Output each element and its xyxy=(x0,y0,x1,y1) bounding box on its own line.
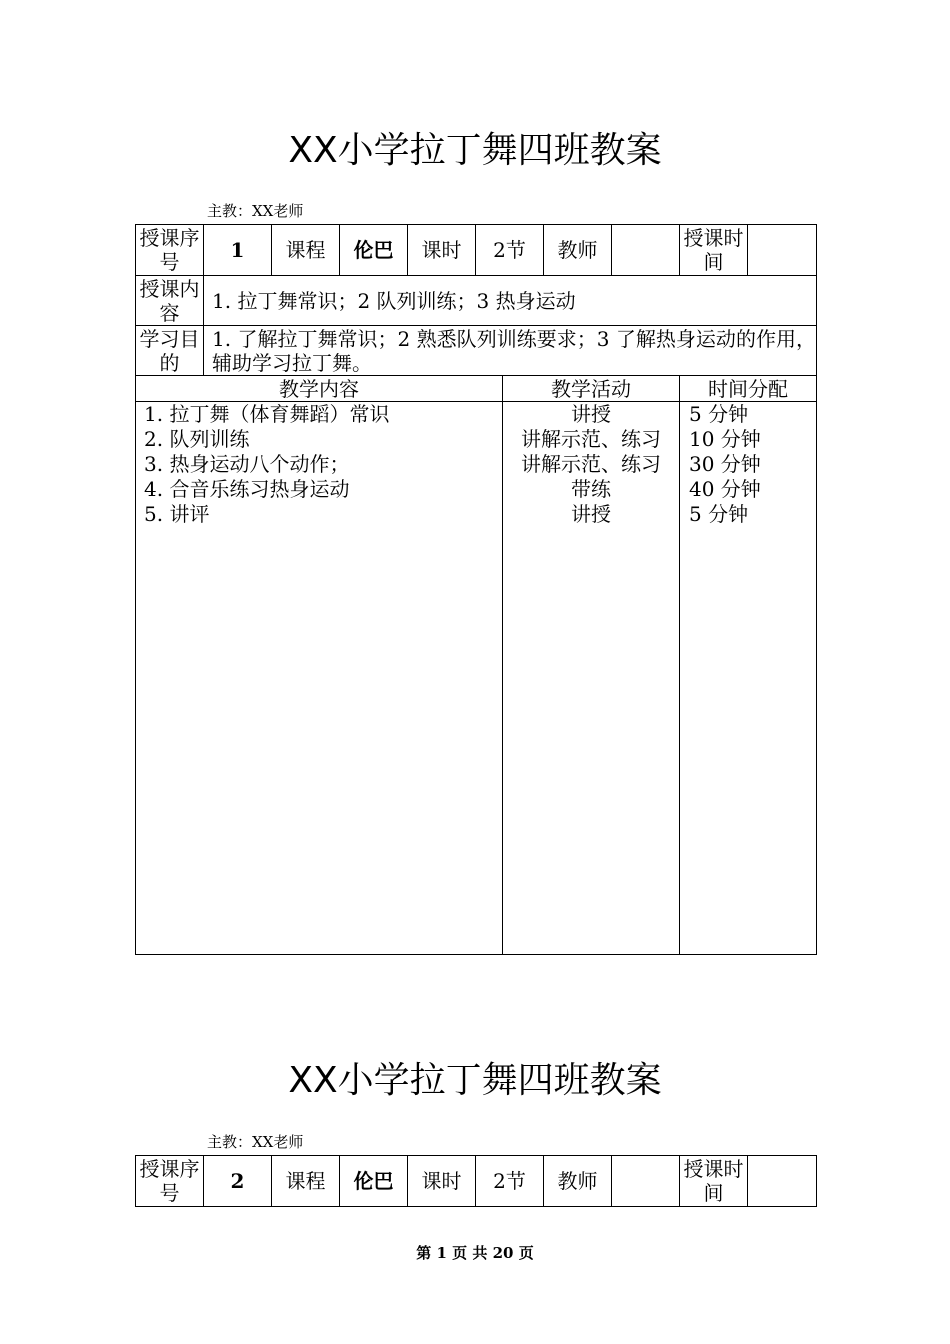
seq-label: 授课序号 xyxy=(136,1156,204,1207)
course-value: 伦巴 xyxy=(340,1156,408,1207)
lesson-body-table xyxy=(135,375,817,955)
list-item: 40 分钟 xyxy=(689,477,761,501)
list-item: 30 分钟 xyxy=(689,452,761,476)
list-item: 讲解示范、练习 xyxy=(521,427,661,451)
page-footer: 第 1 页 共 20 页 xyxy=(416,1244,534,1262)
time-label: 授课时间 xyxy=(680,225,748,276)
list-item: 5. 讲评 xyxy=(144,502,210,526)
teacher-label: 教师 xyxy=(544,1156,612,1207)
activity-cell xyxy=(503,402,680,955)
column-header-content: 教学内容 xyxy=(136,376,503,402)
head-teacher-line: 主教：XX老师 xyxy=(207,202,304,220)
teacher-value xyxy=(612,225,680,276)
content-items-cell xyxy=(136,402,503,955)
time-cell xyxy=(680,402,817,955)
goal-value: 1. 了解拉丁舞常识；2 熟悉队列训练要求；3 了解热身运动的作用，辅助学习拉丁舞。 xyxy=(204,326,817,376)
time-value xyxy=(748,225,817,276)
list-item: 讲授 xyxy=(571,502,611,526)
plan-title: XX小学拉丁舞四班教案 xyxy=(288,130,662,171)
column-header-time: 时间分配 xyxy=(680,376,817,402)
seq-value: 2 xyxy=(204,1156,272,1207)
hours-value: 2节 xyxy=(476,225,544,276)
hours-value: 2节 xyxy=(476,1156,544,1207)
lesson-header-table xyxy=(135,1155,817,1207)
head-teacher-line: 主教：XX老师 xyxy=(207,1133,304,1151)
content-items-list xyxy=(144,402,502,527)
seq-value: 1 xyxy=(204,225,272,276)
hours-label: 课时 xyxy=(408,225,476,276)
teacher-value xyxy=(612,1156,680,1207)
course-label: 课程 xyxy=(272,1156,340,1207)
course-value: 伦巴 xyxy=(340,225,408,276)
activity-list xyxy=(503,402,679,527)
list-item: 讲授 xyxy=(571,402,611,426)
lesson-header-table xyxy=(135,224,817,376)
list-item: 2. 队列训练 xyxy=(144,427,250,451)
seq-label: 授课序号 xyxy=(136,225,204,276)
list-item: 1. 拉丁舞（体育舞蹈）常识 xyxy=(144,402,390,426)
list-item: 带练 xyxy=(571,477,611,501)
plan-title: XX小学拉丁舞四班教案 xyxy=(288,1060,662,1101)
list-item: 3. 热身运动八个动作； xyxy=(144,452,350,476)
course-label: 课程 xyxy=(272,225,340,276)
hours-label: 课时 xyxy=(408,1156,476,1207)
list-item: 讲解示范、练习 xyxy=(521,452,661,476)
time-list xyxy=(689,402,816,527)
list-item: 4. 合音乐练习热身运动 xyxy=(144,477,350,501)
list-item: 5 分钟 xyxy=(689,502,749,526)
list-item: 10 分钟 xyxy=(689,427,761,451)
goal-label: 学习目的 xyxy=(136,326,204,376)
column-header-activity: 教学活动 xyxy=(503,376,680,402)
content-value: 1. 拉丁舞常识；2 队列训练；3 热身运动 xyxy=(204,276,817,326)
time-value xyxy=(748,1156,817,1207)
time-label: 授课时间 xyxy=(680,1156,748,1207)
content-label: 授课内容 xyxy=(136,276,204,326)
list-item: 5 分钟 xyxy=(689,402,749,426)
teacher-label: 教师 xyxy=(544,225,612,276)
